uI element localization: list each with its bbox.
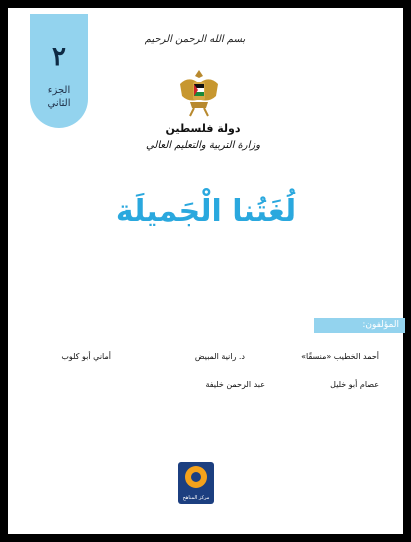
publisher-ring-icon [185, 466, 207, 488]
author-name: د. رانية المبيض [194, 352, 245, 361]
part-label-line2: الثاني [47, 98, 71, 109]
publisher-label: مركز المناهج [182, 495, 210, 501]
author-name: أماني أبو كلوب [61, 352, 111, 361]
bismillah-calligraphy: بسم الله الرحمن الرحيم [144, 34, 246, 45]
book-cover [6, 6, 405, 536]
author-name: عصام أبو خليل [330, 380, 379, 389]
grade-number: ٢ [52, 42, 66, 72]
author-name: عبد الرحمن خليفة [205, 380, 265, 389]
palestine-eagle-emblem-icon [176, 66, 222, 118]
part-label [30, 84, 88, 110]
author-name: أحمد الخطيب «منسقًا» [301, 352, 379, 361]
part-label-line1: الجزء [47, 85, 71, 96]
authors-heading: المؤلفون: [314, 318, 405, 333]
state-name: دولة فلسطين [165, 122, 241, 135]
grade-part-tab [30, 14, 88, 128]
book-title: لُغَتُنا الْجَميلَة [115, 194, 297, 229]
ministry-name: وزارة التربية والتعليم العالي [145, 140, 261, 151]
publisher-logo [178, 462, 214, 504]
